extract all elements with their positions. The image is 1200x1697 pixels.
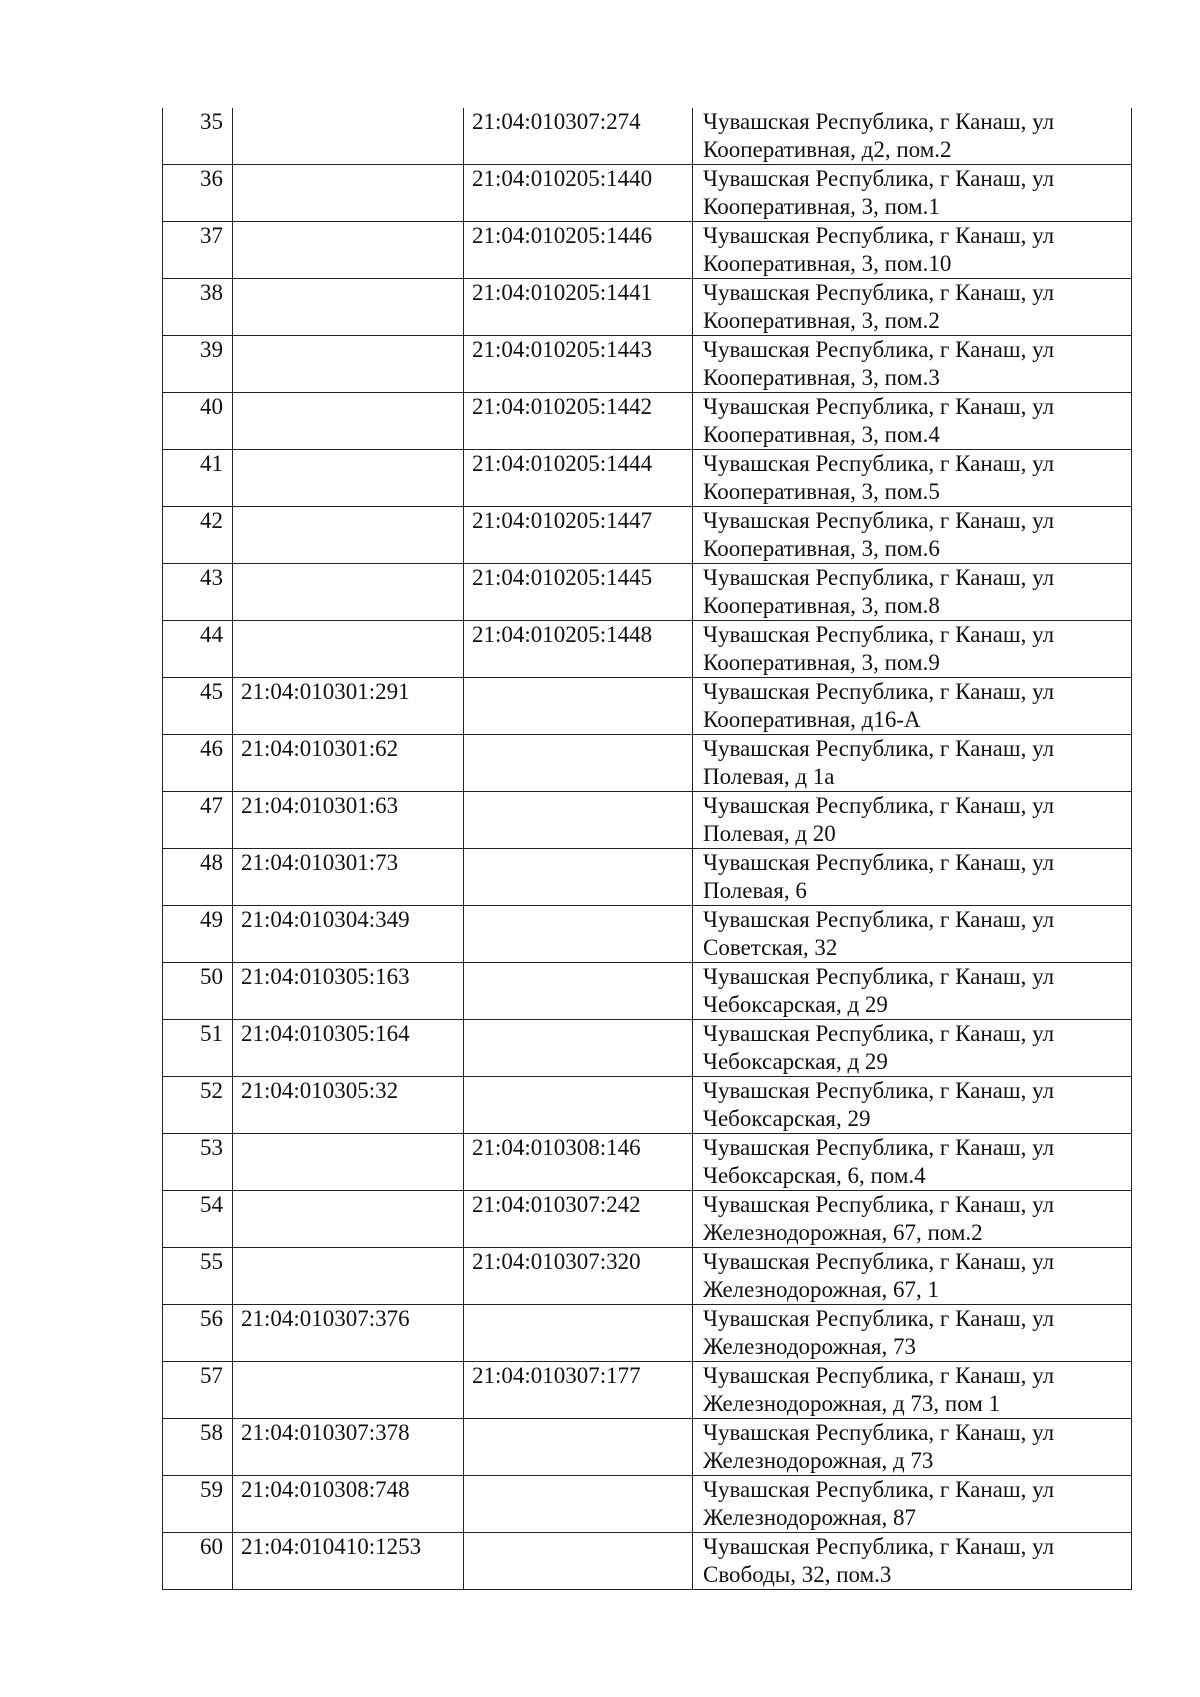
table-row bbox=[163, 1419, 1132, 1476]
row-number-cell: 50 bbox=[163, 963, 233, 1020]
land-cadastral-number-cell: 21:04:010304:349 bbox=[233, 906, 464, 963]
address-cell bbox=[693, 735, 1132, 792]
address-line-region: Чувашская Республика, г Канаш, ул bbox=[703, 394, 1055, 419]
address-line-street: Свободы, 32, пом.3 bbox=[703, 1562, 892, 1587]
address-line-region: Чувашская Республика, г Канаш, ул bbox=[703, 679, 1055, 704]
address-cell bbox=[693, 1533, 1132, 1590]
object-cadastral-number-cell bbox=[464, 1533, 693, 1590]
address-line-street: Кооперативная, 3, пом.4 bbox=[703, 422, 940, 447]
row-number-cell: 55 bbox=[163, 1248, 233, 1305]
address-line-street: Кооперативная, 3, пом.10 bbox=[703, 251, 952, 276]
row-number-cell: 56 bbox=[163, 1305, 233, 1362]
object-cadastral-number-cell: 21:04:010205:1440 bbox=[464, 165, 693, 222]
address-cell bbox=[693, 393, 1132, 450]
object-cadastral-number-cell: 21:04:010205:1446 bbox=[464, 222, 693, 279]
object-cadastral-number-cell: 21:04:010307:320 bbox=[464, 1248, 693, 1305]
address-line-street: Кооперативная, д2, пом.2 bbox=[703, 137, 952, 162]
address-cell bbox=[693, 906, 1132, 963]
row-number-cell: 59 bbox=[163, 1476, 233, 1533]
address-line-region: Чувашская Республика, г Канаш, ул bbox=[703, 1021, 1055, 1046]
address-line-street: Кооперативная, 3, пом.8 bbox=[703, 593, 940, 618]
table-row bbox=[163, 222, 1132, 279]
address-cell bbox=[693, 849, 1132, 906]
row-number-cell: 58 bbox=[163, 1419, 233, 1476]
land-cadastral-number-cell bbox=[233, 1134, 464, 1191]
table-row bbox=[163, 507, 1132, 564]
row-number-cell: 43 bbox=[163, 564, 233, 621]
address-line-region: Чувашская Республика, г Канаш, ул bbox=[703, 1135, 1055, 1160]
object-cadastral-number-cell: 21:04:010308:146 bbox=[464, 1134, 693, 1191]
address-line-region: Чувашская Республика, г Канаш, ул bbox=[703, 1477, 1055, 1502]
address-line-street: Железнодорожная, 67, 1 bbox=[703, 1277, 939, 1302]
address-cell bbox=[693, 507, 1132, 564]
land-cadastral-number-cell: 21:04:010301:73 bbox=[233, 849, 464, 906]
table-row bbox=[163, 735, 1132, 792]
row-number-cell: 42 bbox=[163, 507, 233, 564]
address-line-region: Чувашская Республика, г Канаш, ул bbox=[703, 1420, 1055, 1445]
row-number-cell: 60 bbox=[163, 1533, 233, 1590]
row-number-cell: 37 bbox=[163, 222, 233, 279]
table-row bbox=[163, 678, 1132, 735]
address-cell bbox=[693, 1191, 1132, 1248]
address-line-region: Чувашская Республика, г Канаш, ул bbox=[703, 1363, 1055, 1388]
address-cell bbox=[693, 450, 1132, 507]
land-cadastral-number-cell: 21:04:010305:163 bbox=[233, 963, 464, 1020]
address-line-street: Советская, 32 bbox=[703, 935, 838, 960]
address-cell bbox=[693, 564, 1132, 621]
row-number-cell: 53 bbox=[163, 1134, 233, 1191]
address-line-street: Кооперативная, 3, пом.9 bbox=[703, 650, 940, 675]
land-cadastral-number-cell bbox=[233, 279, 464, 336]
object-cadastral-number-cell bbox=[464, 1305, 693, 1362]
address-line-region: Чувашская Республика, г Канаш, ул bbox=[703, 850, 1055, 875]
object-cadastral-number-cell: 21:04:010205:1444 bbox=[464, 450, 693, 507]
address-line-street: Кооперативная, 3, пом.3 bbox=[703, 365, 940, 390]
row-number-cell: 52 bbox=[163, 1077, 233, 1134]
table-row bbox=[163, 906, 1132, 963]
object-cadastral-number-cell: 21:04:010205:1441 bbox=[464, 279, 693, 336]
address-line-region: Чувашская Республика, г Канаш, ул bbox=[703, 337, 1055, 362]
address-line-street: Чебоксарская, д 29 bbox=[703, 992, 888, 1017]
table-row bbox=[163, 564, 1132, 621]
land-cadastral-number-cell: 21:04:010305:164 bbox=[233, 1020, 464, 1077]
land-cadastral-number-cell bbox=[233, 1191, 464, 1248]
land-cadastral-number-cell bbox=[233, 393, 464, 450]
row-number-cell: 39 bbox=[163, 336, 233, 393]
address-line-street: Чебоксарская, 6, пом.4 bbox=[703, 1163, 926, 1188]
table-row bbox=[163, 621, 1132, 678]
address-cell bbox=[693, 678, 1132, 735]
object-cadastral-number-cell: 21:04:010205:1442 bbox=[464, 393, 693, 450]
row-number-cell: 48 bbox=[163, 849, 233, 906]
address-line-region: Чувашская Республика, г Канаш, ул bbox=[703, 1078, 1055, 1103]
row-number-cell: 44 bbox=[163, 621, 233, 678]
land-cadastral-number-cell bbox=[233, 1248, 464, 1305]
address-line-street: Полевая, д 1а bbox=[703, 764, 835, 789]
row-number-cell: 57 bbox=[163, 1362, 233, 1419]
address-line-street: Чебоксарская, 29 bbox=[703, 1106, 871, 1131]
land-cadastral-number-cell bbox=[233, 564, 464, 621]
address-cell bbox=[693, 1077, 1132, 1134]
object-cadastral-number-cell bbox=[464, 1077, 693, 1134]
row-number-cell: 35 bbox=[163, 108, 233, 165]
address-line-street: Кооперативная, д16-А bbox=[703, 707, 921, 732]
row-number-cell: 47 bbox=[163, 792, 233, 849]
address-line-region: Чувашская Республика, г Канаш, ул bbox=[703, 1306, 1055, 1331]
address-line-street: Кооперативная, 3, пом.5 bbox=[703, 479, 940, 504]
table-row bbox=[163, 963, 1132, 1020]
address-cell bbox=[693, 1419, 1132, 1476]
address-cell bbox=[693, 792, 1132, 849]
address-cell bbox=[693, 1362, 1132, 1419]
land-cadastral-number-cell: 21:04:010308:748 bbox=[233, 1476, 464, 1533]
land-cadastral-number-cell bbox=[233, 165, 464, 222]
registry-table bbox=[162, 108, 1132, 1590]
land-cadastral-number-cell: 21:04:010307:376 bbox=[233, 1305, 464, 1362]
object-cadastral-number-cell: 21:04:010307:177 bbox=[464, 1362, 693, 1419]
address-line-street: Железнодорожная, д 73 bbox=[703, 1448, 934, 1473]
address-cell bbox=[693, 1134, 1132, 1191]
row-number-cell: 51 bbox=[163, 1020, 233, 1077]
address-cell bbox=[693, 1305, 1132, 1362]
address-cell bbox=[693, 336, 1132, 393]
object-cadastral-number-cell: 21:04:010307:242 bbox=[464, 1191, 693, 1248]
table-row bbox=[163, 1248, 1132, 1305]
address-line-region: Чувашская Республика, г Канаш, ул bbox=[703, 109, 1055, 134]
address-cell bbox=[693, 1020, 1132, 1077]
address-line-region: Чувашская Республика, г Канаш, ул bbox=[703, 166, 1055, 191]
address-line-region: Чувашская Республика, г Канаш, ул bbox=[703, 451, 1055, 476]
land-cadastral-number-cell: 21:04:010410:1253 bbox=[233, 1533, 464, 1590]
row-number-cell: 40 bbox=[163, 393, 233, 450]
land-cadastral-number-cell bbox=[233, 108, 464, 165]
address-line-street: Железнодорожная, 67, пом.2 bbox=[703, 1220, 983, 1245]
table-row bbox=[163, 279, 1132, 336]
table-row bbox=[163, 108, 1132, 165]
address-line-street: Железнодорожная, 87 bbox=[703, 1505, 916, 1530]
address-line-street: Чебоксарская, д 29 bbox=[703, 1049, 888, 1074]
address-line-region: Чувашская Республика, г Канаш, ул bbox=[703, 907, 1055, 932]
table-row bbox=[163, 1362, 1132, 1419]
table-row bbox=[163, 1191, 1132, 1248]
address-line-street: Полевая, 6 bbox=[703, 878, 807, 903]
table-row bbox=[163, 1134, 1132, 1191]
address-cell bbox=[693, 108, 1132, 165]
address-line-region: Чувашская Республика, г Канаш, ул bbox=[703, 508, 1055, 533]
table-row bbox=[163, 1305, 1132, 1362]
address-line-region: Чувашская Республика, г Канаш, ул bbox=[703, 964, 1055, 989]
address-line-street: Железнодорожная, 73 bbox=[703, 1334, 916, 1359]
row-number-cell: 41 bbox=[163, 450, 233, 507]
address-line-street: Кооперативная, 3, пом.6 bbox=[703, 536, 940, 561]
address-cell bbox=[693, 279, 1132, 336]
land-cadastral-number-cell bbox=[233, 336, 464, 393]
address-line-street: Полевая, д 20 bbox=[703, 821, 836, 846]
land-cadastral-number-cell: 21:04:010301:63 bbox=[233, 792, 464, 849]
address-line-region: Чувашская Республика, г Канаш, ул bbox=[703, 1534, 1055, 1559]
address-line-street: Железнодорожная, д 73, пом 1 bbox=[703, 1391, 1001, 1416]
object-cadastral-number-cell bbox=[464, 792, 693, 849]
address-cell bbox=[693, 963, 1132, 1020]
object-cadastral-number-cell: 21:04:010205:1443 bbox=[464, 336, 693, 393]
table-row bbox=[163, 165, 1132, 222]
object-cadastral-number-cell bbox=[464, 1419, 693, 1476]
address-cell bbox=[693, 222, 1132, 279]
table-row bbox=[163, 393, 1132, 450]
row-number-cell: 36 bbox=[163, 165, 233, 222]
object-cadastral-number-cell bbox=[464, 849, 693, 906]
land-cadastral-number-cell: 21:04:010301:62 bbox=[233, 735, 464, 792]
object-cadastral-number-cell: 21:04:010205:1447 bbox=[464, 507, 693, 564]
address-line-region: Чувашская Республика, г Канаш, ул bbox=[703, 1249, 1055, 1274]
object-cadastral-number-cell bbox=[464, 963, 693, 1020]
table-row bbox=[163, 336, 1132, 393]
address-line-region: Чувашская Республика, г Канаш, ул bbox=[703, 280, 1055, 305]
address-line-region: Чувашская Республика, г Канаш, ул bbox=[703, 1192, 1055, 1217]
land-cadastral-number-cell bbox=[233, 222, 464, 279]
table-row bbox=[163, 849, 1132, 906]
land-cadastral-number-cell bbox=[233, 507, 464, 564]
object-cadastral-number-cell bbox=[464, 1020, 693, 1077]
row-number-cell: 49 bbox=[163, 906, 233, 963]
table-row bbox=[163, 1533, 1132, 1590]
object-cadastral-number-cell bbox=[464, 1476, 693, 1533]
address-line-street: Кооперативная, 3, пом.2 bbox=[703, 308, 940, 333]
address-line-street: Кооперативная, 3, пом.1 bbox=[703, 194, 940, 219]
row-number-cell: 38 bbox=[163, 279, 233, 336]
land-cadastral-number-cell: 21:04:010305:32 bbox=[233, 1077, 464, 1134]
table-row bbox=[163, 450, 1132, 507]
object-cadastral-number-cell: 21:04:010205:1445 bbox=[464, 564, 693, 621]
object-cadastral-number-cell: 21:04:010307:274 bbox=[464, 108, 693, 165]
table-row bbox=[163, 1020, 1132, 1077]
table-row bbox=[163, 792, 1132, 849]
address-cell bbox=[693, 621, 1132, 678]
land-cadastral-number-cell: 21:04:010301:291 bbox=[233, 678, 464, 735]
object-cadastral-number-cell bbox=[464, 678, 693, 735]
address-line-region: Чувашская Республика, г Канаш, ул bbox=[703, 223, 1055, 248]
address-line-region: Чувашская Республика, г Канаш, ул bbox=[703, 736, 1055, 761]
address-cell bbox=[693, 1248, 1132, 1305]
row-number-cell: 54 bbox=[163, 1191, 233, 1248]
object-cadastral-number-cell bbox=[464, 735, 693, 792]
address-line-region: Чувашская Республика, г Канаш, ул bbox=[703, 565, 1055, 590]
object-cadastral-number-cell: 21:04:010205:1448 bbox=[464, 621, 693, 678]
address-cell bbox=[693, 165, 1132, 222]
table-row bbox=[163, 1077, 1132, 1134]
registry-table-body bbox=[163, 108, 1132, 1590]
row-number-cell: 46 bbox=[163, 735, 233, 792]
land-cadastral-number-cell: 21:04:010307:378 bbox=[233, 1419, 464, 1476]
land-cadastral-number-cell bbox=[233, 450, 464, 507]
object-cadastral-number-cell bbox=[464, 906, 693, 963]
land-cadastral-number-cell bbox=[233, 621, 464, 678]
address-cell bbox=[693, 1476, 1132, 1533]
land-cadastral-number-cell bbox=[233, 1362, 464, 1419]
row-number-cell: 45 bbox=[163, 678, 233, 735]
table-row bbox=[163, 1476, 1132, 1533]
address-line-region: Чувашская Республика, г Канаш, ул bbox=[703, 622, 1055, 647]
address-line-region: Чувашская Республика, г Канаш, ул bbox=[703, 793, 1055, 818]
